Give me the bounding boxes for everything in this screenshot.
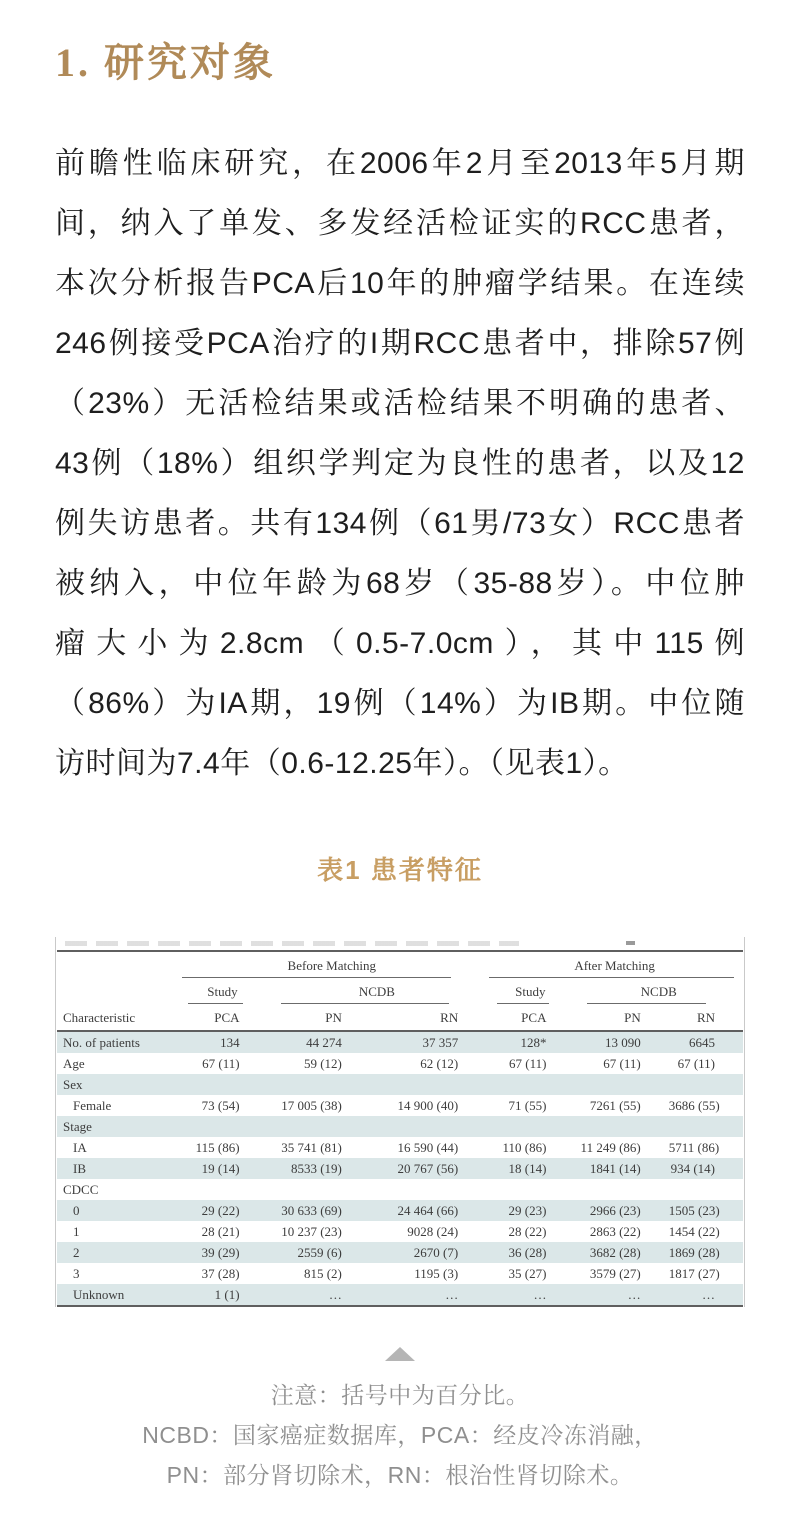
row-label: 0 xyxy=(73,1202,80,1218)
column-header: Characteristic xyxy=(57,1005,177,1031)
cell-value: 67 (11) xyxy=(603,1055,641,1071)
cell-value: 3686 (55) xyxy=(668,1097,720,1113)
cell-value: 29 (23) xyxy=(508,1202,547,1218)
cell-value xyxy=(669,1179,743,1200)
row-label: Unknown xyxy=(73,1286,125,1302)
cell-value: 2670 (7) xyxy=(413,1244,459,1260)
row-label: 1 xyxy=(73,1223,80,1239)
cell-value xyxy=(574,1179,668,1200)
table-row xyxy=(57,1221,743,1242)
cell-value xyxy=(486,1116,574,1137)
paragraph-line: 访时间为7.4年（0.6-12.25年）。（见表1）。 xyxy=(55,747,629,780)
table-figure xyxy=(55,937,745,1307)
cell-value xyxy=(669,1074,743,1095)
table-caption: 表1 患者特征 xyxy=(317,855,483,885)
cell-value: 128* xyxy=(520,1034,547,1050)
empty-cell xyxy=(57,979,177,1005)
cell-value: 37 357 xyxy=(422,1034,459,1050)
table-row xyxy=(57,1137,743,1158)
cell-value: 35 (27) xyxy=(508,1265,547,1281)
cell-value: 1841 (14) xyxy=(589,1160,641,1176)
table-row xyxy=(57,1031,743,1053)
cell-value: 1 (1) xyxy=(214,1286,240,1302)
header-rule xyxy=(587,1003,706,1004)
note-line: PN：部分肾切除术，RN：根治性肾切除术。 xyxy=(166,1462,634,1488)
header-rule xyxy=(497,1003,549,1004)
column-header: PCA xyxy=(177,1005,267,1031)
paragraph-line: 本次分析报告PCA后10年的肿瘤学结果。在连续 xyxy=(55,267,745,300)
cell-value xyxy=(370,1074,486,1095)
column-header-row xyxy=(57,1005,743,1031)
cell-value: … xyxy=(533,1286,547,1302)
cell-value: 2966 (23) xyxy=(589,1202,641,1218)
cell-value: 1869 (28) xyxy=(668,1244,720,1260)
row-label: Age xyxy=(63,1055,85,1071)
cell-value: 39 (29) xyxy=(201,1244,240,1260)
cell-value: 37 (28) xyxy=(201,1265,240,1281)
sub-header-study-after: Study xyxy=(486,979,574,1005)
table-row xyxy=(57,1116,743,1137)
cell-value: 115 (86) xyxy=(195,1139,240,1155)
paragraph-line: （86%）为IA期，19例（14%）为IB期。中位随 xyxy=(55,687,745,720)
table-row xyxy=(57,1074,743,1095)
table-row xyxy=(57,1179,743,1200)
cell-value: 14 900 (40) xyxy=(397,1097,459,1113)
article-page xyxy=(0,40,800,1495)
paragraph-line: （23%）无活检结果或活检结果不明确的患者、 xyxy=(55,387,745,420)
cell-value: … xyxy=(627,1286,641,1302)
header-rule xyxy=(182,977,451,978)
section-heading: 1. 研究对象 xyxy=(55,40,276,85)
column-header: PN xyxy=(574,1005,668,1031)
table-body xyxy=(57,1031,743,1306)
cell-value: 19 (14) xyxy=(201,1160,240,1176)
cell-value xyxy=(669,1116,743,1137)
paragraph-line: 246例接受PCA治疗的I期RCC患者中，排除57例 xyxy=(55,327,745,360)
body-paragraph xyxy=(55,134,745,794)
cell-value: 934 (14) xyxy=(670,1160,715,1176)
cell-value xyxy=(268,1074,370,1095)
row-label: Sex xyxy=(63,1076,83,1092)
cell-value: 1454 (22) xyxy=(668,1223,720,1239)
cell-value: 28 (22) xyxy=(508,1223,547,1239)
cell-value: 59 (12) xyxy=(303,1055,342,1071)
row-label: IB xyxy=(73,1160,86,1176)
cell-value: … xyxy=(328,1286,342,1302)
cell-value: 24 464 (66) xyxy=(397,1202,459,1218)
cell-value xyxy=(177,1116,267,1137)
cell-value xyxy=(268,1179,370,1200)
cell-value: 2863 (22) xyxy=(589,1223,641,1239)
cell-value xyxy=(486,1074,574,1095)
cell-value: 11 249 (86) xyxy=(580,1139,641,1155)
group-header-after: After Matching xyxy=(486,951,743,979)
sub-header-row xyxy=(57,979,743,1005)
cell-value: 30 633 (69) xyxy=(281,1202,342,1218)
row-label: Stage xyxy=(63,1118,92,1134)
note-line: 注意：括号中为百分比。 xyxy=(270,1382,530,1408)
paragraph-line: 43例（18%）组织学判定为良性的患者，以及12 xyxy=(55,447,745,480)
table-row xyxy=(57,1284,743,1306)
cell-value: 18 (14) xyxy=(508,1160,547,1176)
cell-value: 9028 (24) xyxy=(407,1223,459,1239)
cell-value: 815 (2) xyxy=(303,1265,342,1281)
sub-header-ncdb-after: NCDB xyxy=(574,979,743,1005)
column-header: PCA xyxy=(486,1005,574,1031)
cropped-text-artifact xyxy=(65,937,733,950)
cell-value: 3579 (27) xyxy=(589,1265,641,1281)
empty-cell xyxy=(57,951,177,979)
cell-value: 10 237 (23) xyxy=(281,1223,342,1239)
cell-value: 67 (11) xyxy=(509,1055,547,1071)
cell-value: 17 005 (38) xyxy=(281,1097,342,1113)
column-header: RN xyxy=(669,1005,743,1031)
paragraph-line: 瘤大小为2.8cm（0.5-7.0cm），其中115例 xyxy=(55,627,745,660)
cell-value: 1195 (3) xyxy=(414,1265,459,1281)
row-label: CDCC xyxy=(63,1181,99,1197)
table-row xyxy=(57,1053,743,1074)
column-header: RN xyxy=(370,1005,486,1031)
cell-value xyxy=(574,1074,668,1095)
cell-value: 5711 (86) xyxy=(668,1139,720,1155)
patient-characteristics-table xyxy=(57,950,743,1307)
cell-value: 8533 (19) xyxy=(290,1160,342,1176)
cropped-glyph-fragment xyxy=(626,941,635,945)
row-label: IA xyxy=(73,1139,87,1155)
cell-value: 20 767 (56) xyxy=(397,1160,459,1176)
cell-value: 71 (55) xyxy=(508,1097,547,1113)
row-label: Female xyxy=(73,1097,112,1113)
cell-value: 7261 (55) xyxy=(589,1097,641,1113)
header-rule xyxy=(489,977,734,978)
table-row xyxy=(57,1095,743,1116)
paragraph-line: 被纳入，中位年龄为68岁（35-88岁）。中位肿 xyxy=(55,567,745,600)
cell-value xyxy=(370,1179,486,1200)
cell-value: 28 (21) xyxy=(201,1223,240,1239)
row-label: No. of patients xyxy=(63,1034,140,1050)
note-line: NCBD：国家癌症数据库，PCA：经皮冷冻消融， xyxy=(142,1422,658,1448)
cell-value: 44 274 xyxy=(306,1034,342,1050)
cell-value: 16 590 (44) xyxy=(397,1139,459,1155)
cell-value: 67 (11) xyxy=(677,1055,715,1071)
collapse-triangle-icon[interactable] xyxy=(385,1347,415,1361)
group-header-row xyxy=(57,951,743,979)
paragraph-line: 例失访患者。共有134例（61男/73女）RCC患者 xyxy=(55,507,745,540)
cell-value: 73 (54) xyxy=(201,1097,240,1113)
sub-header-ncdb-before: NCDB xyxy=(268,979,487,1005)
cell-value: … xyxy=(702,1286,715,1302)
cell-value: 67 (11) xyxy=(202,1055,240,1071)
cell-value xyxy=(486,1179,574,1200)
cell-value xyxy=(177,1074,267,1095)
group-header-before: Before Matching xyxy=(177,951,486,979)
cell-value xyxy=(177,1179,267,1200)
cell-value xyxy=(268,1116,370,1137)
cell-value xyxy=(574,1116,668,1137)
cell-value: 1505 (23) xyxy=(668,1202,720,1218)
row-label: 3 xyxy=(73,1265,80,1281)
cell-value: 3682 (28) xyxy=(589,1244,641,1260)
cell-value: 36 (28) xyxy=(508,1244,547,1260)
row-label: 2 xyxy=(73,1244,80,1260)
cell-value: 110 (86) xyxy=(502,1139,547,1155)
cell-value: 1817 (27) xyxy=(668,1265,720,1281)
cell-value: 134 xyxy=(220,1034,240,1050)
paragraph-line: 间，纳入了单发、多发经活检证实的RCC患者， xyxy=(55,207,745,240)
column-header: PN xyxy=(268,1005,370,1031)
cell-value: 35 741 (81) xyxy=(281,1139,342,1155)
table-row xyxy=(57,1200,743,1221)
table-notes xyxy=(55,1375,745,1495)
paragraph-line: 前瞻性临床研究，在2006年2月至2013年5月期 xyxy=(55,147,745,180)
table-row xyxy=(57,1263,743,1284)
cell-value: 6645 xyxy=(689,1034,715,1050)
header-rule xyxy=(188,1003,242,1004)
sub-header-study-before: Study xyxy=(177,979,267,1005)
cell-value: … xyxy=(445,1286,459,1302)
header-rule xyxy=(281,1003,450,1004)
cell-value: 62 (12) xyxy=(420,1055,459,1071)
table-row xyxy=(57,1242,743,1263)
cell-value: 2559 (6) xyxy=(297,1244,342,1260)
cell-value: 29 (22) xyxy=(201,1202,240,1218)
cell-value xyxy=(370,1116,486,1137)
table-row xyxy=(57,1158,743,1179)
cell-value: 13 090 xyxy=(604,1034,641,1050)
